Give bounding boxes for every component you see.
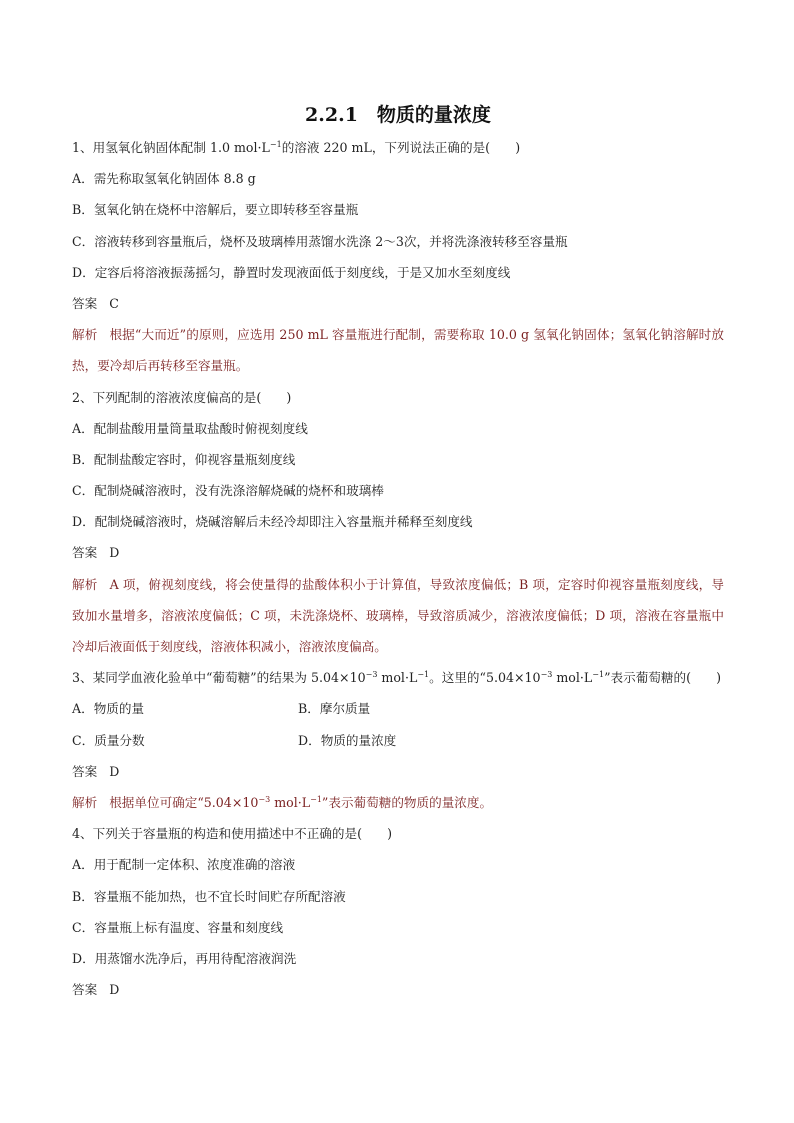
option-d: D．定容后将溶液振荡摇匀，静置时发现液面低于刻度线，于是又加水至刻度线 [72,264,511,280]
analysis-text: 根据“大而近”的原则，应选用 250 mL 容量瓶进行配制，需要称取 10.0 g 氢氧化钠固体；氢氧化钠溶解时放热，要冷却后再转移至容量瓶。 [72,327,724,374]
answer-value: D [109,982,120,998]
option-d: D．物质的量浓度 [298,732,397,748]
question-stem: 3、某同学血液化验单中“葡萄糖”的结果为 $5.04\times 10^{-3}$ $mol\cdot L^{-1}$。这里的“$5.04\times 10^{-3}$ $mol\cdot L^{-1}$”表示葡萄糖的( ) [72,670,722,686]
document-page [72,100,724,1005]
option-a: A．需先称取氢氧化钠固体 8.8 g [72,171,256,187]
option-b: B．氢氧化钠在烧杯中溶解后，要立即转移至容量瓶 [72,202,359,218]
analysis-label: 解析 [72,327,98,343]
answer-label: 答案 [72,545,98,561]
answer-value: C [109,295,119,311]
option-c: C．溶液转移到容量瓶后，烧杯及玻璃棒用蒸馏水洗涤 2～3次，并将洗涤液转移至容量瓶 [72,233,568,249]
answer-value: D [109,763,120,779]
answer-label: 答案 [72,982,98,998]
option-b: B．容量瓶不能加热，也不宜长时间贮存所配溶液 [72,888,346,904]
analysis-text: A 项，俯视刻度线，将会使量得的盐酸体积小于计算值，导致浓度偏低；B 项，定容时仰视容量瓶刻度线，导致加水量增多，溶液浓度偏低；C 项，未洗涤烧杯、玻璃棒，导致溶质减少，溶液浓度偏低；D 项，溶液在容量瓶中冷却后液面低于刻度线，溶液体积减小，溶液浓度偏高。 [72,576,725,655]
analysis-label: 解析 [72,795,98,811]
question-stem: 1、用氢氧化钠固体配制 1.0 $mol\cdot L^{-1}$的溶液 220 mL，下列说法正确的是( ) [72,140,521,155]
option-c: C．配制烧碱溶液时，没有洗涤溶解烧碱的烧杯和玻璃棒 [72,483,384,499]
question-2 [72,382,724,663]
answer-line [72,537,724,568]
page-title: 2.2.1 物质的量浓度 [305,104,491,126]
analysis-label: 解析 [72,576,98,592]
question-stem: 4、下列关于容量瓶的构造和使用描述中不正确的是( ) [72,826,393,842]
question-stem: 2、下列配制的溶液浓度偏高的是( ) [72,389,292,405]
answer-value: D [109,545,120,561]
option-c: C．容量瓶上标有温度、容量和刻度线 [72,919,284,935]
answer-line [72,288,724,319]
analysis-block [72,319,724,381]
options-row-2 [72,725,724,756]
option-a: A．配制盐酸用量筒量取盐酸时俯视刻度线 [72,420,308,436]
analysis-block: 解析 根据单位可确定“$5.04\times 10^{-3}$ $mol\cdot L^{-1}$”表示葡萄糖的物质的量浓度。 [72,795,493,811]
answer-label: 答案 [72,763,98,779]
answer-label: 答案 [72,295,98,311]
answer-line [72,756,724,787]
option-b: B．摩尔质量 [298,701,371,717]
answer-line [72,974,724,1005]
option-b: B．配制盐酸定容时，仰视容量瓶刻度线 [72,451,296,467]
question-3 [72,662,724,818]
options-row-1 [72,693,724,724]
analysis-block [72,569,724,663]
option-d: D．配制烧碱溶液时，烧碱溶解后未经冷却即注入容量瓶并稀释至刻度线 [72,514,473,530]
option-a: A．物质的量 [72,701,145,717]
question-4 [72,818,724,1005]
option-c: C．质量分数 [72,732,145,748]
option-d: D．用蒸馏水洗净后，再用待配溶液润洗 [72,950,297,966]
option-a: A．用于配制一定体积、浓度准确的溶液 [72,857,296,873]
question-1 [72,132,724,382]
